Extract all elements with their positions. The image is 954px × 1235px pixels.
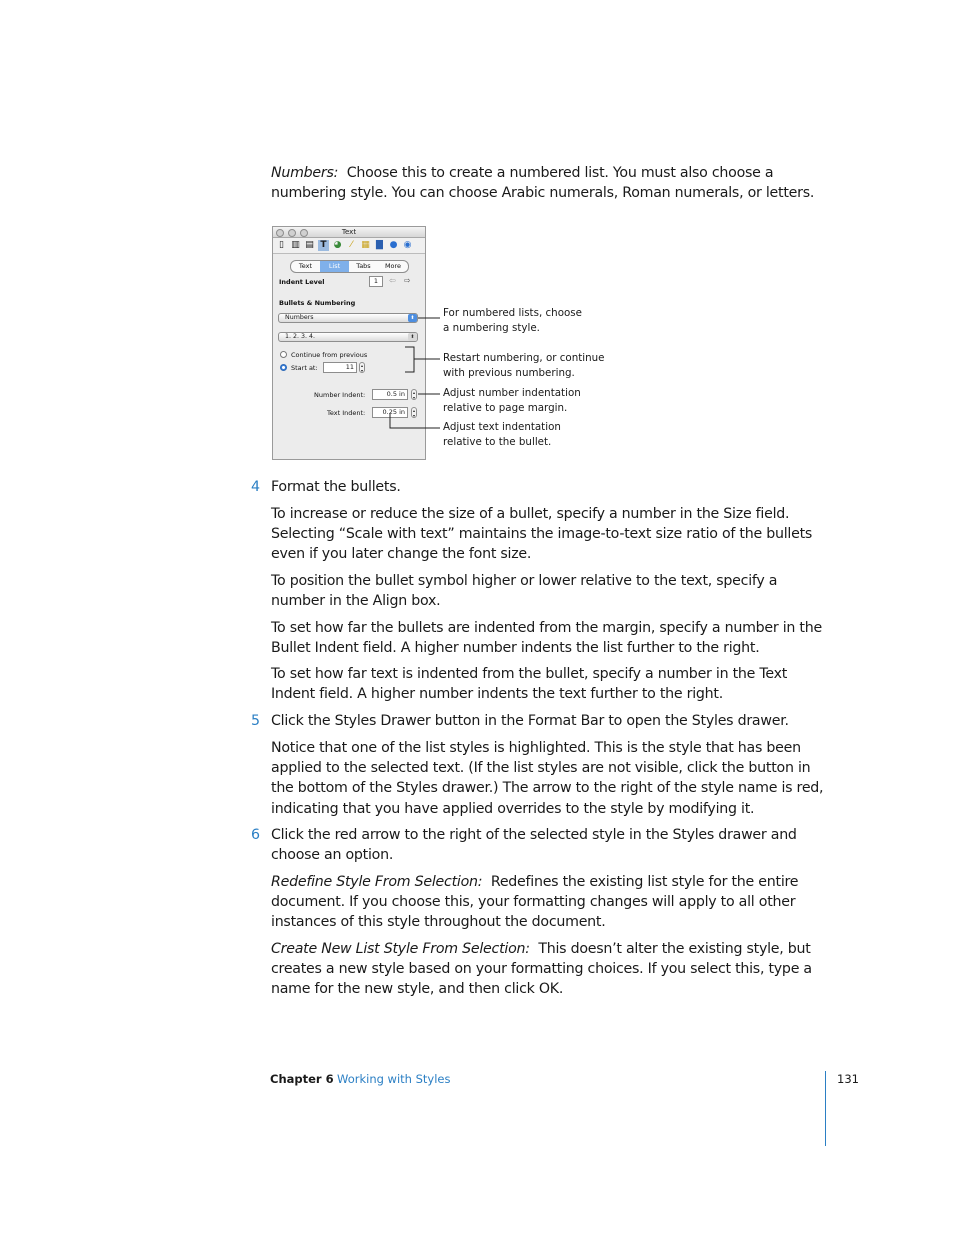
callout-line1: Adjust number indentation [443,387,581,399]
step-6-text: Click the red arrow to the right of the selected style in the Styles drawer and choose an option. [271,827,797,864]
callout-line2: with previous numbering. [443,366,575,379]
quicktime-icon[interactable]: ◉ [403,240,412,250]
step-4-paragraph-3: To set how far the bullets are indented from the margin, specify a number in the Bullet Indent field. A higher number indents the list further to the right. [271,620,822,657]
create-text: This doesn’t alter the existing style, but creates a new style based on your formatting choices. If you select this, type a name for the new style, and then click OK. [271,941,812,998]
text-indent-field[interactable]: 0.25 in [372,407,408,418]
tab-text[interactable]: Text [298,262,313,270]
callout-number-indent [443,386,581,415]
redefine-label: Redefine Style From Selection: [271,874,483,890]
text-indent-label: Text Indent: [327,409,366,417]
number-indent-label: Number Indent: [314,391,366,399]
step-6-redefine-paragraph [271,872,827,933]
callout-line2: a numbering style. [443,321,540,334]
footer-chapter-title: Working with Styles [337,1072,451,1086]
callout-restart-numbering [443,351,605,380]
tab-list[interactable]: List [320,261,349,272]
table-icon[interactable]: ▦ [361,240,370,250]
metrics-icon[interactable]: ⁄ [350,240,353,250]
step-number: 4 [251,479,261,495]
callout-line-text-indent [390,414,440,428]
redefine-text: Redefines the existing list style for the entire document. If you choose this, your formatting changes will apply to all other instances of this style throughout the document. [271,874,799,931]
indent-level-label: Indent Level [279,278,325,286]
step-number: 6 [251,827,261,843]
chart-icon[interactable]: ▇ [376,240,383,250]
start-at-stepper[interactable]: ▴ ▾ [360,363,363,373]
callout-text-indent [443,420,561,449]
document-icon[interactable]: ▯ [279,240,284,250]
panel-title: Text [341,228,357,236]
indent-level-field[interactable]: 1 [369,276,383,287]
numbering-format-value: 1. 2. 3. 4. [285,333,316,340]
layout-icon[interactable]: ▥ [291,240,300,250]
callout-line1: Restart numbering, or continue [443,352,605,364]
tab-more[interactable]: More [384,262,402,270]
step-number: 5 [251,713,261,729]
hyperlink-icon[interactable]: ● [389,240,398,250]
text-icon[interactable]: T [318,240,329,251]
start-at-label: Start at: [291,364,318,372]
callout-line2: relative to the bullet. [443,435,552,448]
step-6-create-paragraph [271,939,827,1000]
footer-rule [825,1071,826,1146]
footer-chapter: Chapter 6 [270,1072,334,1086]
tab-tabs[interactable]: Tabs [356,262,371,270]
start-at-field[interactable]: 11 [323,362,357,373]
step-5-text: Click the Styles Drawer button in the Format Bar to open the Styles drawer. [271,713,789,729]
page-number: 131 [837,1072,859,1086]
text-indent-stepper[interactable]: ▴ ▾ [412,408,415,418]
bullets-numbering-label: Bullets & Numbering [279,299,356,307]
numbers-text: Choose this to create a numbered list. You must also choose a numbering style. You can choose Arabic numerals, Roman numerals, or letters. [271,165,815,202]
step-4-paragraph-2: To position the bullet symbol higher or lower relative to the text, specify a number in the Align box. [271,573,778,610]
numbers-label: Numbers: [271,165,339,181]
callout-line1: Adjust text indentation [443,421,561,433]
outdent-arrow-icon[interactable]: ⇦ [389,276,396,285]
continue-label: Continue from previous [291,351,368,359]
callout-line1: For numbered lists, choose [443,307,582,319]
callout-line2: relative to page margin. [443,401,568,414]
popup-arrows-icon: ⬍ [408,333,417,341]
callout-numbering-style [443,306,582,335]
callout-bracket-restart [405,347,414,372]
step-5-paragraph-1: Notice that one of the list styles is highlighted. This is the style that has been applied to the selected text. (If the list styles are not visible, click the button in the bottom of the Styles drawer.) The arrow to the right of the style name is red, indicating that you have applied overrides to the style by modifying it. [271,740,824,817]
indent-arrow-icon[interactable]: ⇨ [404,276,411,285]
number-indent-field[interactable]: 0.5 in [372,389,408,400]
wrap-icon[interactable]: ▤ [305,240,314,250]
bullets-type-value: Numbers [285,314,314,321]
step-4-paragraph-4: To set how far text is indented from the bullet, specify a number in the Text Indent field. A higher number indents the text further to the right. [271,666,788,703]
step-4-paragraph-1: To increase or reduce the size of a bullet, specify a number in the Size field. Selecting “Scale with text” maintains the image-to-text size ratio of the bullets even if you later change the font size. [271,506,813,563]
number-indent-stepper[interactable]: ▴ ▾ [412,390,415,400]
popup-arrows-icon: ⬍ [408,314,417,322]
create-label: Create New List Style From Selection: [271,941,530,957]
step-4-text: Format the bullets. [271,479,401,495]
graphic-icon[interactable]: ◕ [333,240,342,250]
